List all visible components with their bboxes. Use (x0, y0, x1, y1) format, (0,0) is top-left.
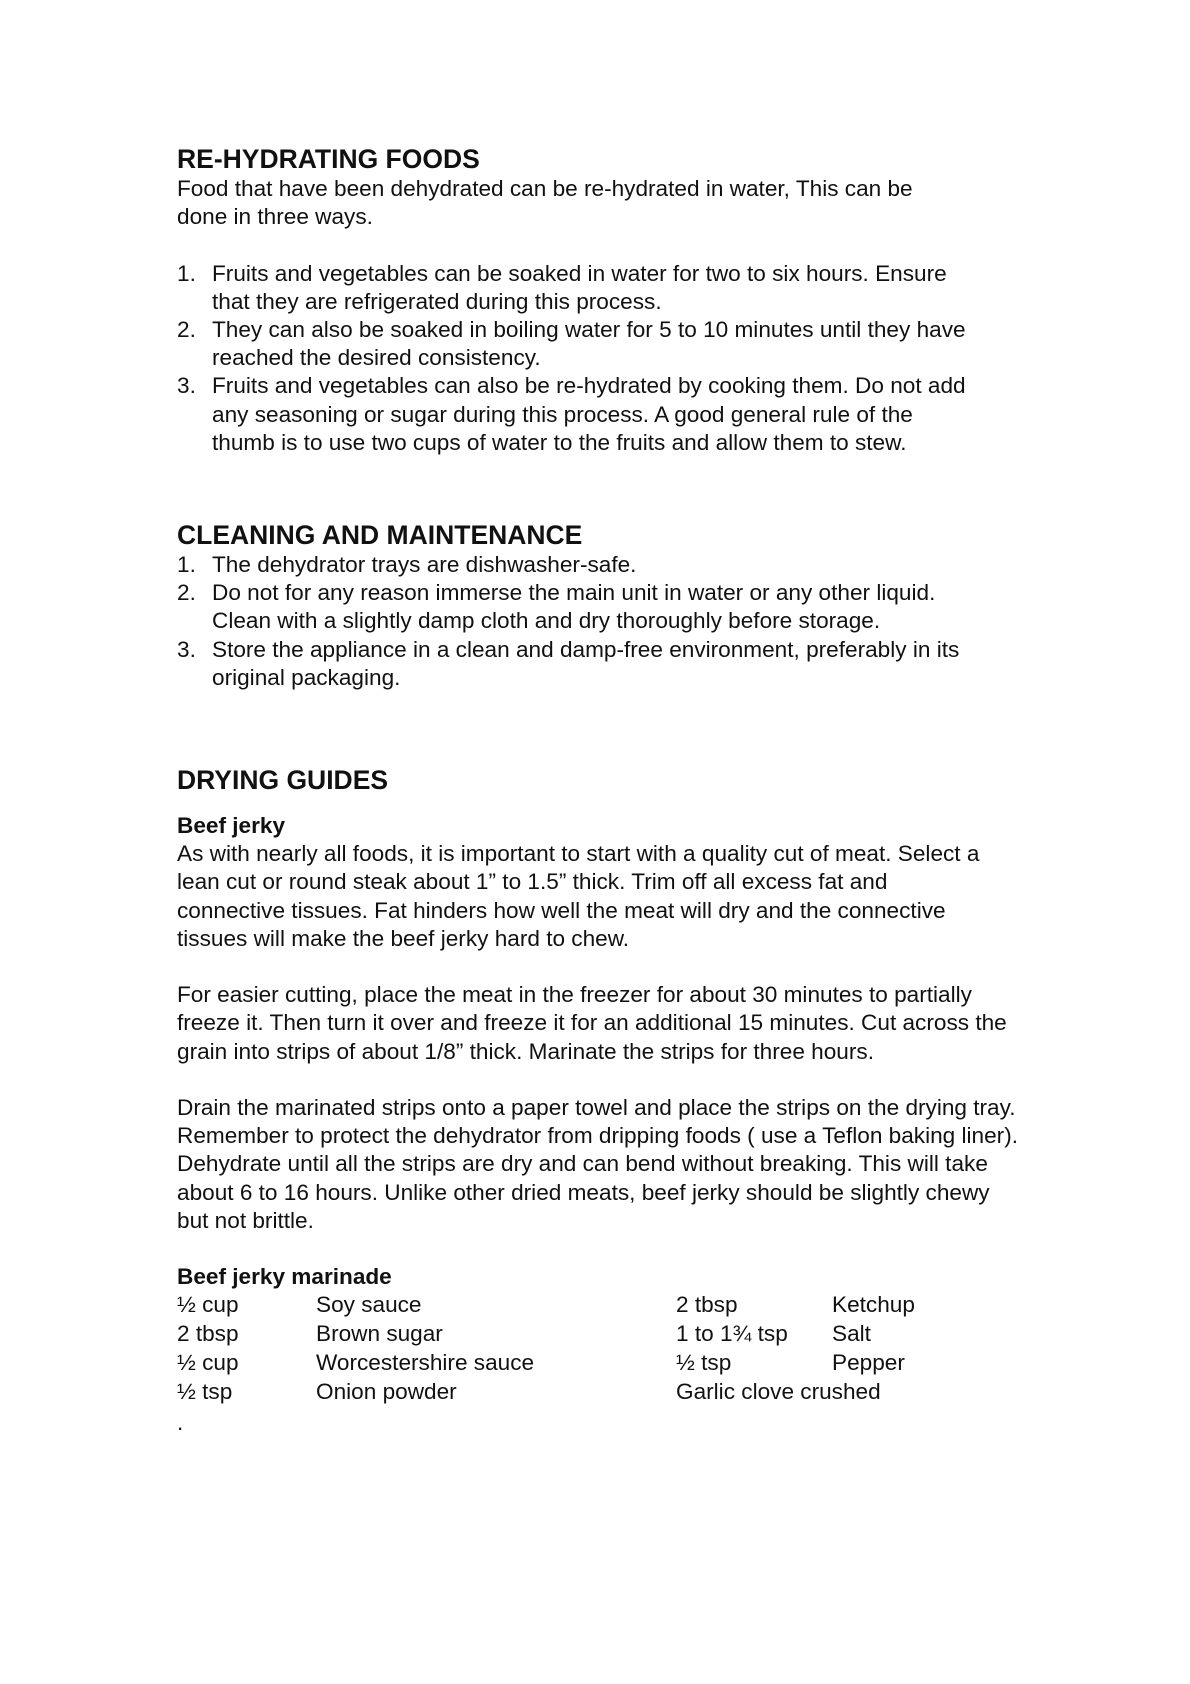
drying-title: DRYING GUIDES (177, 765, 389, 796)
list-number: 3. (177, 636, 196, 662)
marinade-qty: ½ tsp (177, 1378, 233, 1404)
rehydrating-section (177, 143, 1047, 457)
marinade-ingredient: Onion powder (316, 1378, 457, 1404)
list-item (177, 636, 972, 692)
list-item-text: Fruits and vegetables can also be re-hydrated by cooking them. Do not add any seasoning or sugar during this process. A good general rule of the thumb is to use two cups of water to the fruits and allow them to stew. (212, 373, 966, 455)
table-row (177, 1378, 957, 1407)
table-row (177, 1291, 957, 1320)
list-number: 3. (177, 373, 196, 399)
list-item (177, 316, 977, 372)
list-item-text: Fruits and vegetables can be soaked in water for two to six hours. Ensure that they are refrigerated during this process. (212, 260, 947, 314)
list-item (177, 551, 977, 579)
marinade-ingredient: Pepper (832, 1350, 905, 1376)
rehydrating-intro: Food that have been dehydrated can be re-hydrated in water, This can be done in three ways. (177, 176, 913, 230)
list-item (177, 372, 977, 457)
rehydrating-list (177, 260, 977, 457)
beef-paragraph-3: Drain the marinated strips onto a paper towel and place the strips on the drying tray. Remember to protect the dehydrator from dripping foods ( use a Teflon baking liner). Dehydrate until all the strips are dry and can bend without breaking. This will take about 6 to 16 hours. Unlike other dried meats, beef jerky should be slightly chewy but not brittle. (177, 1095, 1019, 1233)
beef-paragraph-2: For easier cutting, place the meat in the freezer for about 30 minutes to partially freeze it. Then turn it over and freeze it for an additional 15 minutes. Cut across the grain into strips of about 1/8” thick. Marinate the strips for three hours. (177, 982, 1007, 1064)
marinade-ingredient: Ketchup (832, 1292, 915, 1318)
list-item-text: The dehydrator trays are dishwasher-safe. (212, 552, 637, 578)
cleaning-title: CLEANING AND MAINTENANCE (177, 520, 583, 551)
marinade-ingredient: Salt (832, 1321, 871, 1347)
marinade-ingredient: Garlic clove crushed (676, 1378, 881, 1404)
marinade-qty: 2 tbsp (676, 1292, 738, 1318)
beef-jerky-heading: Beef jerky (177, 813, 286, 839)
marinade-ingredient: Worcestershire sauce (316, 1350, 535, 1376)
table-row (177, 1349, 957, 1378)
trailing-mark: . (177, 1409, 184, 1435)
cleaning-list (177, 551, 977, 692)
marinade-heading: Beef jerky marinade (177, 1264, 392, 1290)
cleaning-section (177, 519, 1047, 692)
list-number: 2. (177, 317, 196, 342)
list-item-text: They can also be soaked in boiling water for 5 to 10 minutes until they have reached the desired consistency. (212, 317, 966, 371)
drying-section (177, 764, 1047, 1437)
marinade-qty: ½ tsp (676, 1350, 732, 1376)
rehydrating-title: RE-HYDRATING FOODS (177, 144, 480, 174)
beef-paragraph-1: As with nearly all foods, it is important to start with a quality cut of meat. Select a lean cut or round steak about 1” to 1.5” thick. Trim off all excess fat and connective tissues. Fat hinders how well the meat will dry and the connective tissues will make the beef jerky hard to chew. (177, 841, 980, 951)
list-number: 2. (177, 580, 196, 606)
marinade-qty: 2 tbsp (177, 1321, 239, 1347)
marinade-qty: ½ cup (177, 1292, 239, 1318)
list-item (177, 260, 977, 316)
list-item-text: Store the appliance in a clean and damp-free environment, preferably in its original packaging. (212, 636, 960, 690)
list-item-text: Do not for any reason immerse the main unit in water or any other liquid. Clean with a slightly damp cloth and dry thoroughly before storage. (212, 580, 936, 634)
document-page (177, 143, 1047, 1437)
table-row (177, 1320, 957, 1349)
list-number: 1. (177, 260, 196, 286)
list-number: 1. (177, 552, 196, 578)
marinade-qty: ½ cup (177, 1350, 239, 1376)
list-item (177, 579, 982, 635)
marinade-ingredient: Soy sauce (316, 1292, 422, 1318)
marinade-qty: 1 to 1¾ tsp (676, 1321, 788, 1347)
marinade-ingredient: Brown sugar (316, 1321, 443, 1347)
marinade-table (177, 1291, 957, 1406)
